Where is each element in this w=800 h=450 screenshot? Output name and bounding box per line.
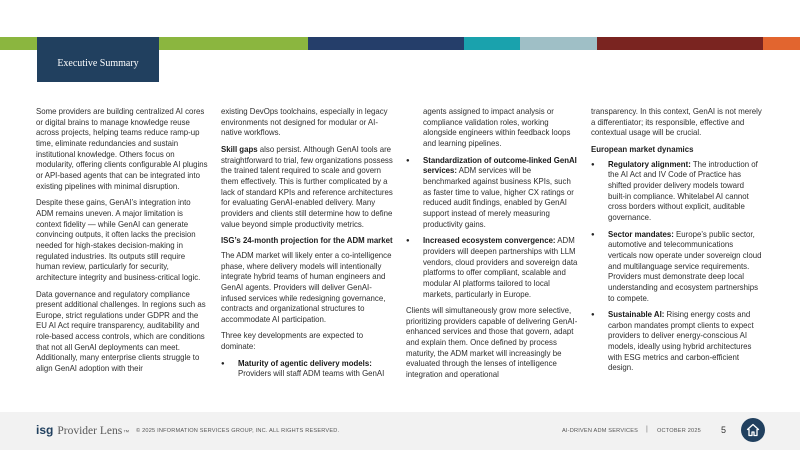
section-heading: ISG’s 24-month projection for the ADM market [221,236,393,246]
section-label[interactable] [37,37,159,82]
bullet-list [591,160,763,374]
bullet-text: Rising energy costs and carbon mandates prompt clients to expect providers to deliver energy-conscious AI models, ideally using hybrid architectures with ESG metrics and carbon-efficient design. [608,310,754,373]
bullet-list [406,156,578,301]
paragraph: existing DevOps toolchains, especially in legacy environments not designed for modular or AI-native workflows. [221,107,388,138]
paragraph: The ADM market will likely enter a co-intelligence phase, where delivery models will intentionally integrate hybrid teams of human engineers and GenAI agents. Providers will deliver GenAI-infused services while redesigning governance, contracts and organizational structures to accommodate AI participation. [221,250,392,324]
band-lightblue [520,37,597,50]
bullet-text: ADM providers will deepen partnerships with LLM vendors, cloud providers and sovereign data platforms to offer compliant, scalable and modular AI platforms tailored to local markets, particularly in Europe. [423,236,578,299]
column-1 [36,107,208,381]
band-navy [308,37,464,50]
logo-text: Provider Lens [57,425,123,437]
paragraph: transparency. In this context, GenAI is not merely a differentiator; its responsible, effective and contextual usage will be crucial. [591,107,762,138]
paragraph: Clients will simultaneously grow more selective, prioritizing providers capable of delivering GenAI-enhanced services and those that govern, adapt and explain them. Once defined by process maturity, the ADM market will increasingly be evaluated through the lenses of intelligence integration and operational [406,306,578,380]
band-orange [763,37,800,50]
paragraph: Data governance and regulatory compliance present additional challenges. In regions such as Europe, strict regulations under GDPR and the EU AI Act require transparency, auditability and role-based access controls, which are conditions that not all GenAI deployments can meet. Additionally, many enterprise clients struggle to align GenAI adoption with their [36,289,206,374]
home-icon [746,423,760,437]
column-2 [221,107,393,386]
paragraph: agents assigned to impact analysis or compliance validation roles, working alongside engineers within feedback loops and learning pipelines. [423,107,571,148]
home-button[interactable] [741,418,765,442]
bullet-title: Maturity of agentic delivery models: [238,358,372,368]
footer-separator: | [646,426,648,433]
bullet-text: Providers will staff ADM teams with GenAI [238,369,385,379]
report-name: AI-DRIVEN ADM SERVICES [562,428,639,434]
bullet-title: Sector mandates: [608,229,674,239]
copyright: © 2025 INFORMATION SERVICES GROUP, INC. ALL RIGHTS RESERVED. [136,428,340,434]
bullet-title: Standardization of outcome-linked GenAI services: [423,155,577,176]
page-number: 5 [721,425,727,435]
column-3 [406,107,578,387]
bullet-title: Increased ecosystem convergence: [423,236,556,246]
report-date: OCTOBER 2025 [657,428,701,434]
bullet-item [591,160,763,224]
paragraph: Despite these gains, GenAI’s integration into ADM remains uneven. A major limitation is context fidelity — while GenAI can generate convincing outputs, it often lacks the precision needed for high-stakes decision-making in regulated industries. Its outputs still require human review, particularly for security, architecture integrity and business-critical logic. [36,198,201,282]
paragraph: Three key developments are expected to dominate: [221,331,364,352]
band-teal [464,37,520,50]
bullet-title: Regulatory alignment: [608,159,691,169]
bullet-item [591,230,763,305]
logo-tm: ™ [123,430,130,436]
section-label-text: Executive Summary [57,58,139,69]
bullet-item [406,156,578,231]
band-maroon [597,37,763,50]
bullet-list [221,359,393,380]
paragraph: Some providers are building centralized AI cores or digital brains to manage knowledge reuse across projects, helping teams reduce ramp-up time, eliminate redundancies and sustain institutional knowledge. Others focus on modularity, offering clients configurable AI plugins or API-based agents that can be integrated into existing pipelines with minimal disruption. [36,107,208,191]
bullet-item [591,310,763,374]
bullet-text: Europe’s public sector, automotive and telecommunications verticals now operate under sovereign cloud and multilanguage service requirements. Providers must demonstrate deep local understanding and ecosystem partnerships to compete. [608,229,762,303]
logo-isg: isg [36,423,54,437]
bullet-text: The introduction of the AI Act and IV Code of Practice has shifted provider delivery models toward built-in compliance. Whitelabel AI cannot cross borders without explicit, auditable governance. [608,159,758,222]
section-heading: European market dynamics [591,144,694,154]
bullet-item [406,236,578,300]
paragraph [221,145,393,230]
bullet-title: Sustainable AI: [608,310,665,320]
paragraph-text: also persist. Although GenAI tools are straightforward to trial, few organizations possess the trained talent required to scale and govern them effectively. This is further complicated by a lack of standard KPIs and reference architectures for evaluating GenAI-enabled delivery. Many providers and clients still determine how to define value beyond simple productivity metrics. [221,144,393,229]
bullet-text: ADM services will be benchmarked against business KPIs, such as faster time to value, higher CX ratings or reduced audit findings, enabled by GenAI support instead of merely measuring productivity gains. [423,166,574,229]
bullet-item [221,359,393,380]
isg-provider-lens-logo[interactable] [36,423,129,437]
bold-lead: Skill gaps [221,144,258,154]
column-4 [591,107,763,380]
